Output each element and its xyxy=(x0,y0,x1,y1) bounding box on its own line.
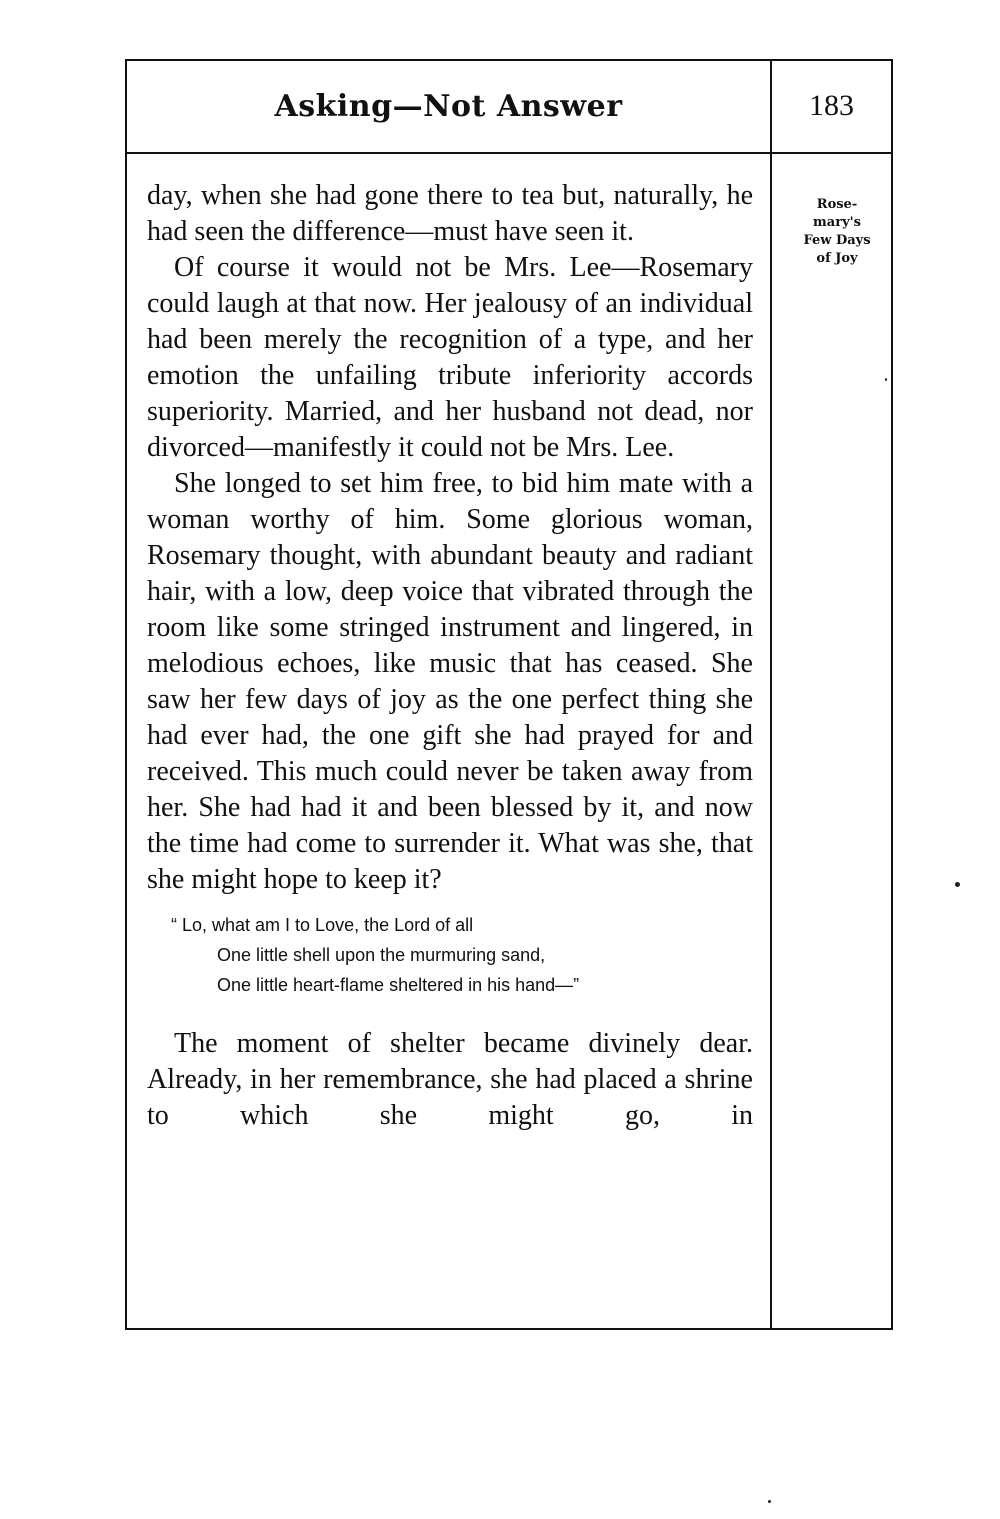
paragraph: She longed to set him free, to bid him mate with a woman worthy of him. Some glorious woman, Rosemary thought, with abundant beauty and radiant hair, with a low, deep voice that vibrated through the room like some stringed instrument and lingered, in melodious echoes, like music that has ceased. She saw her few days of joy as the one perfect thing she had ever had, the one gift she had prayed for and received. This much could never be taken away from her. She had had it and been blessed by it, and now the time had come to surrender it. What was she, that she might hope to keep it? xyxy=(147,468,753,895)
scan-speck xyxy=(768,1500,771,1503)
poem-line: One little shell upon the murmuring sand, xyxy=(217,945,546,965)
margin-note xyxy=(772,196,902,268)
margin-note-line: Rose- xyxy=(816,197,858,212)
margin-note-line: of Joy xyxy=(816,251,858,266)
paragraph: The moment of shelter became divinely dear. Already, in her remembrance, she had placed a shrine to which she might go, in xyxy=(147,1028,753,1131)
body-text xyxy=(147,178,753,1134)
margin-note-line: mary's xyxy=(813,215,861,230)
paragraph-continued: day, when she had gone there to tea but, naturally, he had seen the difference—must have seen it. xyxy=(147,180,753,247)
poem-line: One little heart-flame sheltered in his hand—” xyxy=(217,975,580,995)
scan-speck xyxy=(885,378,887,381)
poem-line: “ Lo, what am I to Love, the Lord of all xyxy=(171,915,474,935)
poem-quotation xyxy=(147,910,753,1000)
header-rule xyxy=(125,152,893,154)
scan-speck xyxy=(955,882,960,887)
running-title: Asking—Not Answer xyxy=(274,88,623,124)
paragraph: Of course it would not be Mrs. Lee—Rosemary could laugh at that now. Her jealousy of an individual had been merely the recognition of a type, and her emotion the unfailing tribute inferiority accords superiority. Married, and her husband not dead, nor divorced—manifestly it could not be Mrs. Lee. xyxy=(147,252,753,463)
margin-note-line: Few Days xyxy=(803,233,871,248)
page-number: 183 xyxy=(809,89,854,122)
